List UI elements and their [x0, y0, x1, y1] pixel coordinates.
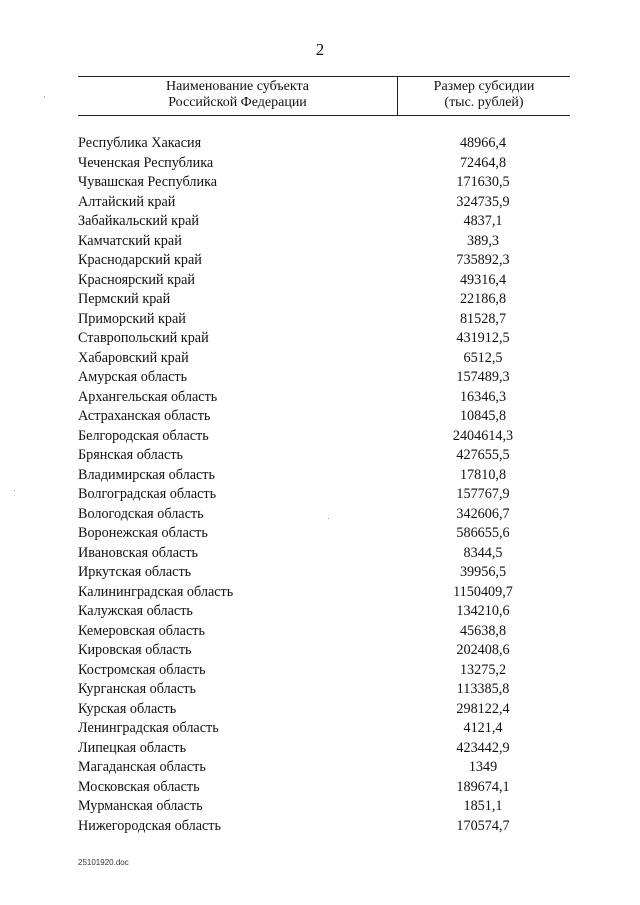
subsidy-value: 81528,7	[459, 310, 507, 327]
page-number: 2	[315, 40, 325, 59]
subject-name: Московская область	[78, 778, 200, 795]
subject-name: Мурманская область	[78, 798, 203, 814]
table-row	[78, 232, 570, 252]
header-size-line-2: (тыс. рублей)	[444, 95, 524, 110]
subsidy-value: 49316,4	[459, 271, 507, 288]
table-row	[78, 485, 570, 505]
table-row	[78, 212, 570, 232]
subsidy-value: 389,3	[467, 232, 499, 249]
scan-speck	[44, 96, 45, 97]
header-subject-line-2: Российской Федерации	[168, 95, 307, 110]
subsidy-value: 171630,5	[456, 174, 510, 190]
table-row	[78, 797, 570, 817]
subsidy-value: 6512,5	[463, 349, 503, 366]
table-row	[78, 661, 570, 681]
table-row	[78, 466, 570, 486]
subsidy-value: 170574,7	[456, 817, 510, 834]
subsidy-value: 324735,9	[456, 193, 510, 210]
subsidy-value: 1150409,7	[453, 583, 513, 600]
header-subsidy-size	[398, 79, 570, 111]
table-row	[78, 310, 570, 330]
table-row	[78, 154, 570, 174]
table-row	[78, 700, 570, 720]
table-row	[78, 602, 570, 622]
file-name: 25101920.doc	[78, 858, 129, 867]
table-row	[78, 427, 570, 447]
subject-name: Алтайский край	[78, 193, 176, 210]
table-row	[78, 739, 570, 759]
table-row	[78, 641, 570, 661]
subsidy-value: 298122,4	[456, 700, 510, 717]
subject-name: Брянская область	[78, 447, 184, 463]
subsidy-value: 13275,2	[459, 661, 507, 678]
table-row	[78, 563, 570, 583]
table-row	[78, 134, 570, 154]
subsidy-value: 17810,8	[459, 466, 507, 483]
subject-name: Ставропольский край	[78, 330, 209, 346]
subsidy-value: 1349	[468, 759, 498, 775]
table-row	[78, 368, 570, 388]
subject-name: Кемеровская область	[78, 622, 205, 639]
header-subject-line-1: Наименование субъекта	[166, 79, 309, 94]
table-row	[78, 173, 570, 193]
subsidy-value: 342606,7	[456, 505, 510, 522]
subsidy-value: 113385,8	[456, 681, 510, 697]
subject-name: Владимирская область	[78, 466, 215, 483]
subsidy-value: 2404614,3	[452, 427, 514, 444]
table-row	[78, 407, 570, 427]
scan-speck	[14, 490, 15, 491]
subject-name: Иркутская область	[78, 564, 192, 580]
subsidy-value: 39956,5	[459, 564, 507, 580]
subject-name: Чувашская Республика	[78, 174, 218, 190]
subsidy-value: 134210,6	[456, 603, 510, 619]
table-row	[78, 719, 570, 739]
subsidy-value: 157489,3	[456, 369, 510, 385]
subsidy-value: 16346,3	[459, 388, 507, 405]
scan-speck	[328, 518, 329, 519]
subject-name: Волгоградская область	[78, 486, 217, 502]
table-row	[78, 758, 570, 778]
subject-name: Нижегородская область	[78, 817, 221, 834]
subject-name: Республика Хакасия	[78, 135, 202, 151]
subject-name: Амурская область	[78, 369, 188, 385]
subject-name: Хабаровский край	[78, 349, 189, 366]
table-row	[78, 524, 570, 544]
subsidy-value: 586655,6	[456, 525, 510, 541]
table-row	[78, 193, 570, 213]
subject-name: Курганская область	[78, 681, 196, 697]
table-row	[78, 349, 570, 369]
subsidy-value: 4837,1	[463, 213, 503, 229]
subject-name: Краснодарский край	[78, 252, 202, 268]
subject-name: Белгородская область	[78, 427, 209, 444]
subject-name: Приморский край	[78, 310, 186, 327]
subject-name: Архангельская область	[78, 388, 218, 405]
subject-name: Чеченская Республика	[78, 154, 214, 171]
subject-name: Липецкая область	[78, 739, 187, 756]
subject-name: Костромская область	[78, 661, 206, 678]
table-row	[78, 680, 570, 700]
header-size-line-1: Размер субсидии	[433, 79, 535, 94]
table-row	[78, 329, 570, 349]
subsidy-value: 423442,9	[456, 739, 510, 756]
subsidy-value: 1851,1	[463, 798, 503, 814]
table-row	[78, 388, 570, 408]
subject-name: Вологодская область	[78, 505, 204, 522]
table-body	[78, 134, 570, 836]
table-row	[78, 251, 570, 271]
subsidy-value: 45638,8	[459, 622, 507, 639]
subsidy-value: 157767,9	[456, 486, 510, 502]
subject-name: Пермский край	[78, 291, 171, 307]
subsidy-value: 10845,8	[459, 408, 507, 424]
table-row	[78, 290, 570, 310]
subject-name: Калининградская область	[78, 583, 234, 600]
table-row	[78, 544, 570, 564]
subject-name: Кировская область	[78, 642, 192, 658]
table-row	[78, 271, 570, 291]
subsidy-value: 427655,5	[456, 447, 510, 463]
subsidy-value: 735892,3	[456, 252, 510, 268]
table-row	[78, 583, 570, 603]
subject-name: Астраханская область	[78, 408, 211, 424]
table-row	[78, 778, 570, 798]
subsidy-value: 22186,8	[459, 291, 507, 307]
subsidy-value: 202408,6	[456, 642, 510, 658]
subject-name: Воронежская область	[78, 525, 208, 541]
table-row	[78, 817, 570, 837]
subsidy-value: 431912,5	[456, 330, 510, 346]
table-row	[78, 446, 570, 466]
header-subject-name	[78, 79, 397, 111]
subsidy-value: 189674,1	[456, 778, 510, 795]
table-row	[78, 622, 570, 642]
subject-name: Камчатский край	[78, 232, 182, 249]
table-header	[78, 76, 570, 116]
subsidy-value: 8344,5	[463, 544, 503, 561]
subsidy-value: 72464,8	[459, 154, 507, 171]
subsidy-value: 48966,4	[459, 135, 507, 151]
subject-name: Курская область	[78, 700, 177, 717]
subject-name: Забайкальский край	[78, 213, 199, 229]
subject-name: Калужская область	[78, 603, 193, 619]
subsidy-value: 4121,4	[463, 720, 503, 736]
table-row	[78, 505, 570, 525]
subject-name: Магаданская область	[78, 759, 206, 775]
subject-name: Ивановская область	[78, 544, 199, 561]
subject-name: Ленинградская область	[78, 720, 219, 736]
subject-name: Красноярский край	[78, 271, 195, 288]
